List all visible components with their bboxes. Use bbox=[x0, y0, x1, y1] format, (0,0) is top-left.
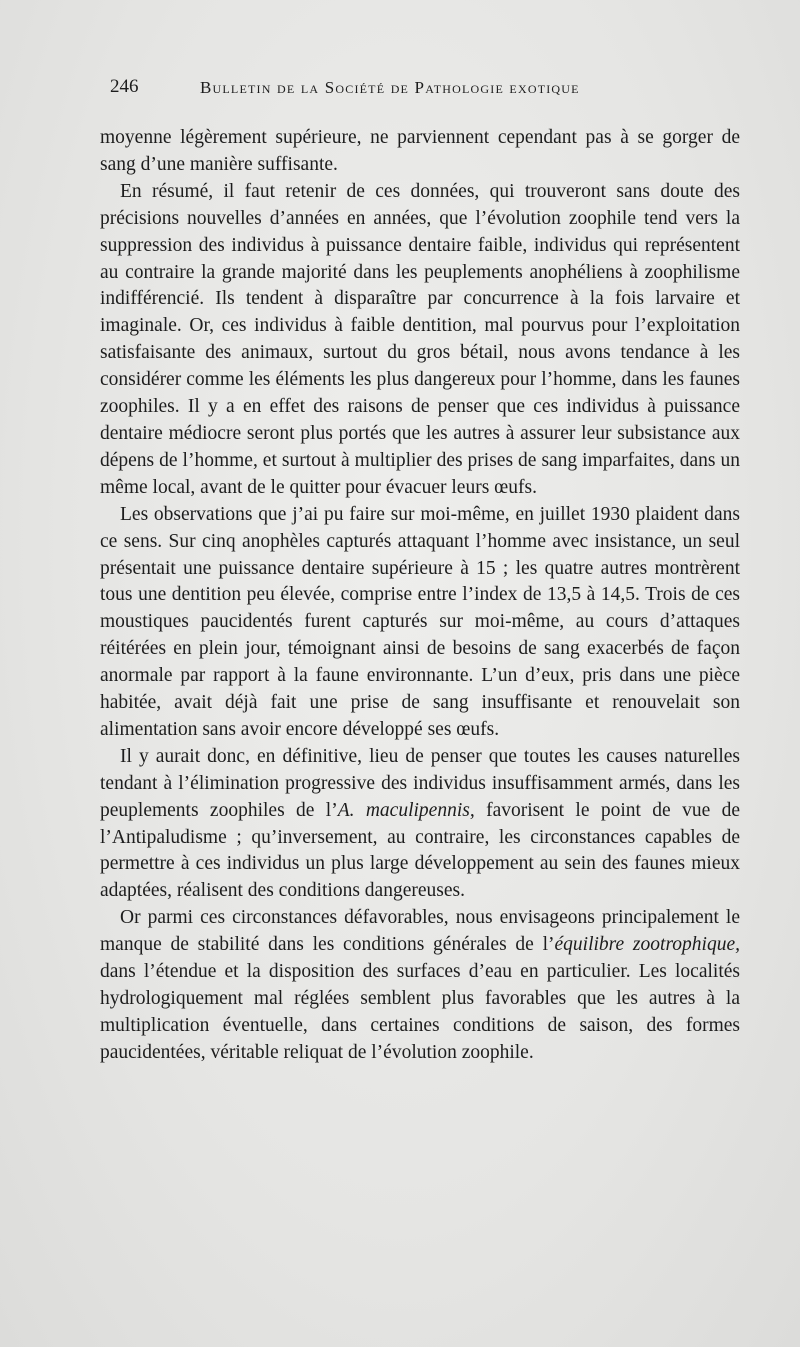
species-name-italic: A. maculipennis, bbox=[337, 799, 475, 821]
running-title: Bulletin de la Société de Pathologie exotique bbox=[200, 78, 580, 97]
body-text bbox=[100, 125, 740, 1067]
text-run: Or parmi ces circonstances défavorables, nous envisageons principalement le manque de stabilité dans les conditions générales de l’ bbox=[100, 907, 740, 956]
page-header bbox=[110, 76, 750, 104]
paragraph: moyenne légèrement supérieure, ne parviennent cependant pas à se gorger de sang d’une manière suffisante. bbox=[100, 127, 740, 175]
paragraph bbox=[100, 744, 740, 905]
page-number: 246 bbox=[110, 76, 139, 97]
paragraph: En résumé, il faut retenir de ces données, qui trouveront sans doute des précisions nouvelles d’années en années, que l’évolution zoophile tend vers la suppression des individus à puissance dentaire faible, individus qui représentent au contraire la grande majorité dans les peuplements anophéliens à zoophilisme indifférencié. Ils tendent à disparaître par concurrence à la fois larvaire et imaginale. Or, ces individus à faible dentition, mal pourvus pour l’exploitation satisfaisante des animaux, surtout du gros bétail, nous avons tendance à les considérer comme les éléments les plus dangereux pour l’homme, dans les faunes zoophiles. Il y a en effet des raisons de penser que ces individus à puissance dentaire médiocre seront plus portés que les autres à assurer leur subsistance aux dépens de l’homme, et surtout à multiplier des prises de sang imparfaites, dans un même local, avant de le quitter pour évacuer leurs œufs. bbox=[100, 180, 740, 498]
text-run: dans l’étendue et la disposition des surfaces d’eau en particulier. Les localités hydrologiquement mal réglées semblent plus favorables que les autres à la multiplication éventuelle, dans certaines conditions de saison, des formes paucidentées, véritable reliquat de l’évolution zoophile. bbox=[100, 961, 740, 1063]
paragraph: Les observations que j’ai pu faire sur moi-même, en juillet 1930 plaident dans ce sens. Sur cinq anophèles capturés attaquant l’homme avec insistance, un seul présentait une puissance dentaire supérieure à 15 ; les quatre autres montrèrent tous une dentition peu élevée, comprise entre l’index de 13,5 à 14,5. Trois de ces moustiques paucidentés furent capturés sur moi-même, au cours d’attaques réitérées en plein jour, témoignant ainsi de besoins de sang exacerbés de façon anormale par rapport à la faune environnante. L’un d’eux, pris dans une pièce habitée, avait déjà fait une prise de sang insuffisante et renouvelait son alimentation sans avoir encore développé ses œufs. bbox=[100, 503, 740, 740]
text-run: Il y aurait donc, en définitive, lieu de penser que toutes les causes naturelles tendant à l’élimination progressive des individus insuffisamment armés, dans les peuplements zoophiles de l’ bbox=[100, 745, 740, 821]
text-run: favorisent le point de vue de l’Antipaludisme ; qu’inversement, au contraire, les circonstances capables de permettre à ces individus un plus large développement au sein des faunes mieux adaptées, réalisent des conditions dangereuses. bbox=[100, 799, 740, 902]
term-italic: équilibre zootrophique, bbox=[554, 934, 741, 956]
paragraph bbox=[100, 905, 740, 1066]
